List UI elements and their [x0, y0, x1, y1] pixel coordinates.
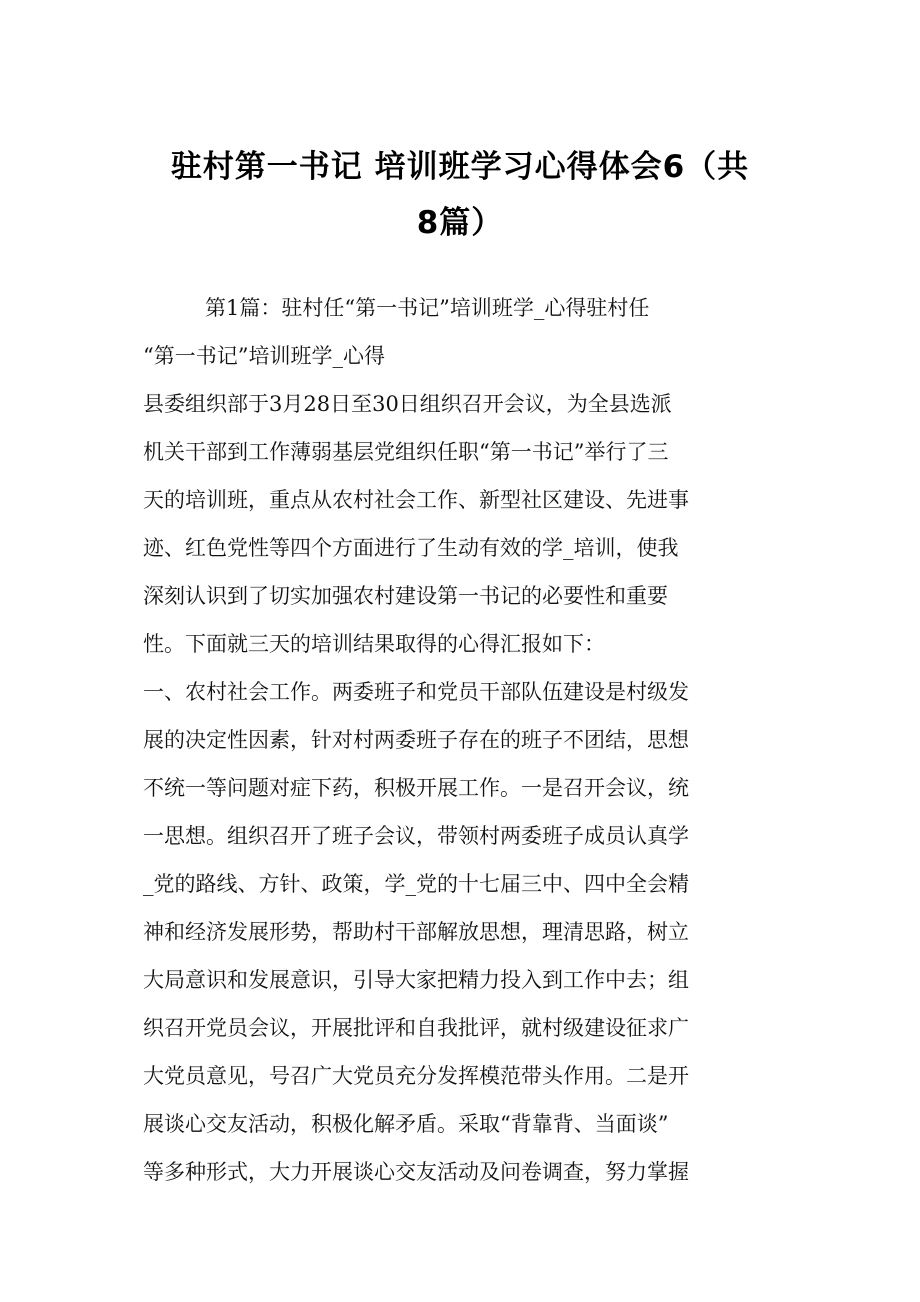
body-line: 深刻认识到了切实加强农村建设第一书记的必要性和重要: [143, 584, 668, 608]
body-line: 一思想。组织召开了班子会议，带领村两委班子成员认真学: [143, 824, 689, 848]
body-line: 天的培训班，重点从农村社会工作、新型社区建设、先进事: [143, 488, 689, 512]
body-line: 大局意识和发展意识，引导大家把精力投入到工作中去；组: [143, 968, 689, 992]
body-line: 一、农村社会工作。两委班子和党员干部队伍建设是村级发: [143, 680, 689, 704]
document-title-line-1: 驻村第一书记 培训班学习心得体会6（共: [170, 149, 750, 185]
body-line: 县委组织部于3月28日至30日组织召开会议，为全县选派: [143, 392, 672, 416]
body-line: 等多种形式，大力开展谈心交友活动及问卷调查，努力掌握: [143, 1160, 689, 1184]
document-body: [143, 284, 783, 1196]
body-line: 神和经济发展形势，帮助村干部解放思想，理清思路，树立: [143, 920, 689, 944]
body-line: 展的决定性因素，针对村两委班子存在的班子不团结，思想: [143, 728, 689, 752]
document-title-line-2: 8篇）: [416, 205, 504, 241]
body-line: 第1篇：驻村任“第一书记”培训班学_心得驻村任: [205, 296, 650, 320]
body-line: “第一书记”培训班学_心得: [143, 344, 385, 368]
body-line: 展谈心交友活动，积极化解矛盾。采取“背靠背、当面谈”: [143, 1112, 669, 1136]
body-line: 迹、红色党性等四个方面进行了生动有效的学_培训，使我: [143, 536, 679, 560]
body-line: 大党员意见，号召广大党员充分发挥模范带头作用。二是开: [143, 1064, 689, 1088]
body-line: 不统一等问题对症下药，积极开展工作。一是召开会议，统: [143, 776, 689, 800]
body-line: _党的路线、方针、政策，学_党的十七届三中、四中全会精: [143, 872, 689, 896]
body-line: 机关干部到工作薄弱基层党组织任职“第一书记”举行了三: [143, 440, 669, 464]
body-line: 性。下面就三天的培训结果取得的心得汇报如下：: [143, 632, 605, 656]
body-line: 织召开党员会议，开展批评和自我批评，就村级建设征求广: [143, 1016, 689, 1040]
